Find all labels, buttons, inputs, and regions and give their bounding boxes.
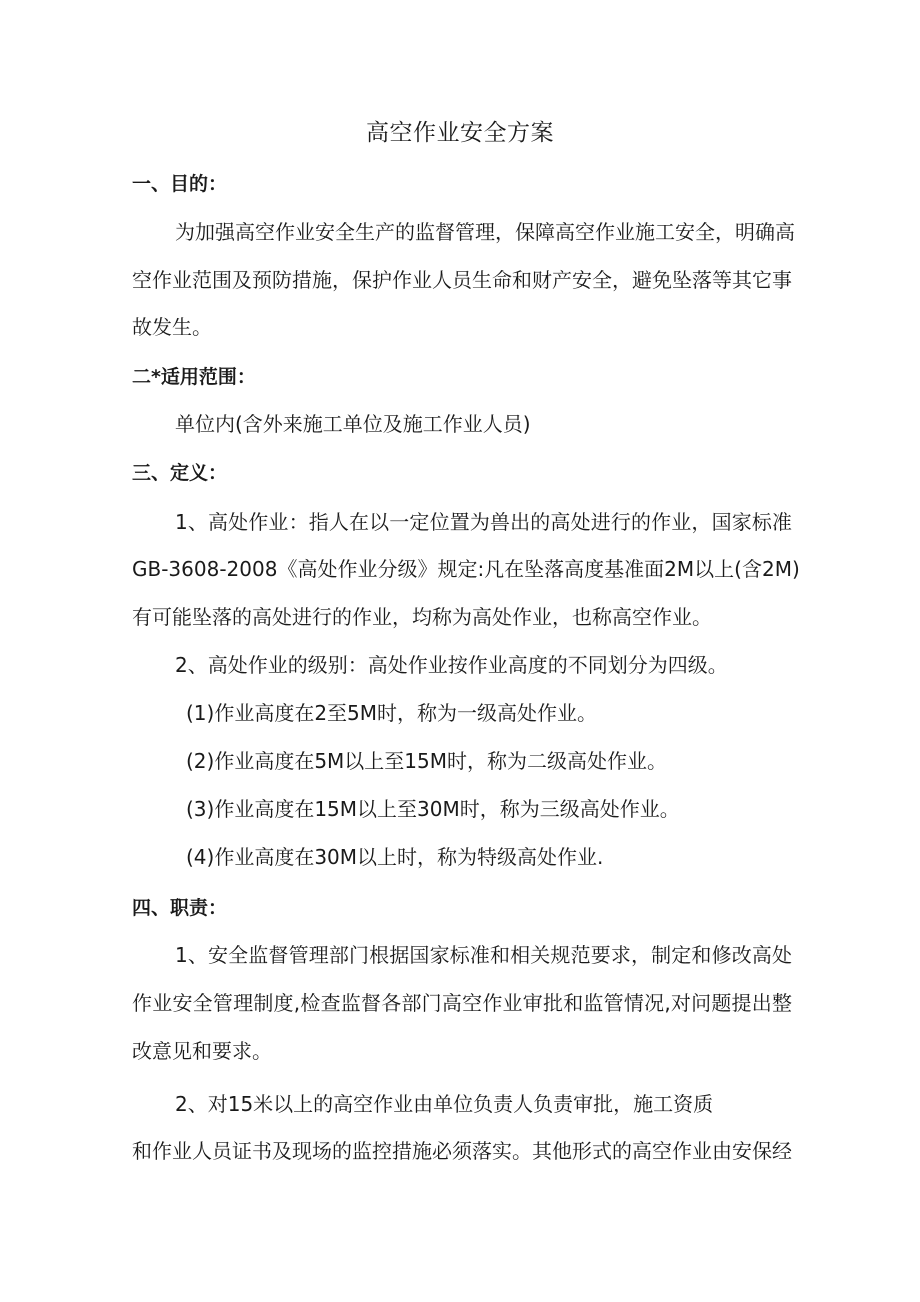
- duties-item1-line-3: 改意见和要求。: [132, 1039, 272, 1063]
- duties-item2-line-2: 和作业人员证书及现场的监控措施必须落实。其他形式的高空作业由安保经: [132, 1139, 792, 1163]
- section-heading-definition: 三、定义：: [132, 462, 228, 484]
- level-item-2: (2)作业高度在5M以上至15M时，称为二级高处作业。: [186, 749, 668, 773]
- section-heading-duties: 四、职责：: [132, 897, 228, 919]
- duties-item2-line-1: 2、对15米以上的高空作业由单位负责人负责审批，施工资质: [175, 1092, 714, 1116]
- document-title: 高空作业安全方案: [366, 120, 554, 146]
- duties-item1-line-1: 1、安全监督管理部门根据国家标准和相关规范要求，制定和修改高处: [175, 943, 792, 967]
- purpose-line-1: 为加强高空作业安全生产的监督管理，保障高空作业施工安全，明确高: [175, 220, 795, 244]
- level-item-4: (4)作业高度在30M以上时，称为特级高处作业.: [186, 845, 604, 869]
- duties-item1-line-2: 作业安全管理制度,检查监督各部门高空作业审批和监管情况,对问题提出整: [132, 991, 792, 1015]
- level-item-3: (3)作业高度在15M以上至30M时，称为三级高处作业。: [186, 797, 680, 821]
- scope-text: 单位内(含外来施工单位及施工作业人员): [175, 412, 531, 436]
- purpose-line-3: 故发生。: [132, 315, 212, 339]
- definition-item1-line-1: 1、高处作业：指人在以一定位置为兽出的高处进行的作业，国家标准: [175, 510, 792, 534]
- section-heading-scope: 二*适用范围：: [132, 366, 256, 388]
- definition-item2: 2、高处作业的级别：高处作业按作业高度的不同划分为四级。: [175, 653, 728, 677]
- purpose-line-2: 空作业范围及预防措施，保护作业人员生命和财产安全，避免坠落等其它事: [132, 268, 792, 292]
- level-item-1: (1)作业高度在2至5M时，称为一级高处作业。: [186, 701, 598, 725]
- section-heading-purpose: 一、目的：: [132, 173, 228, 195]
- definition-item1-line-3: 有可能坠落的高处进行的作业，均称为高处作业，也称高空作业。: [132, 605, 712, 629]
- definition-item1-line-2: GB-3608-2008《高处作业分级》规定:凡在坠落高度基准面2M以上(含2M): [132, 557, 800, 581]
